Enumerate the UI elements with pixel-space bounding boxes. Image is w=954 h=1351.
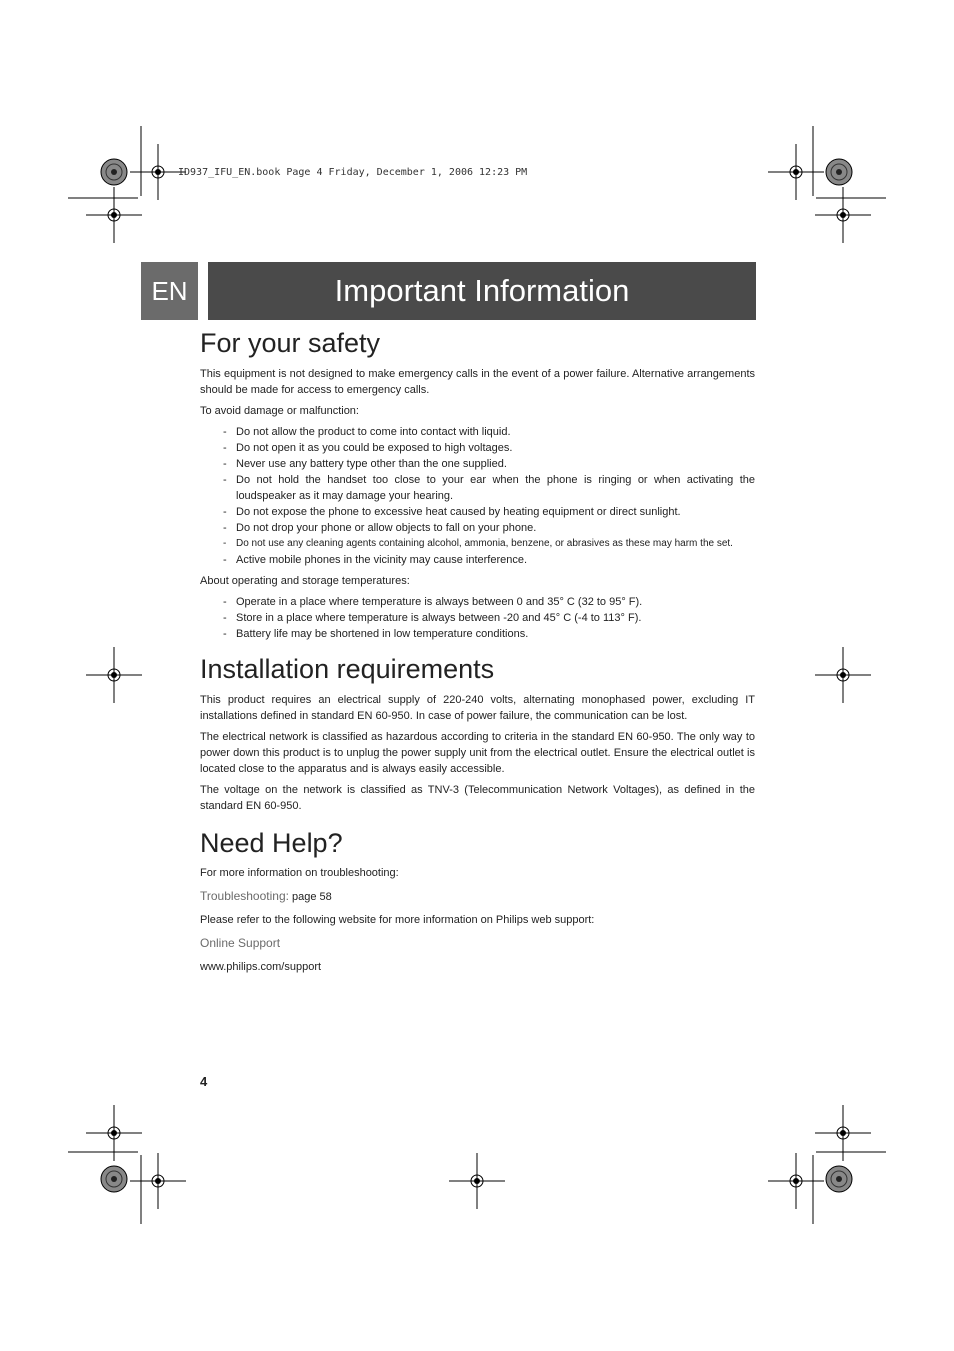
installation-heading: Installation requirements <box>200 654 495 684</box>
installation-paragraph: The electrical network is classified as hazardous according to criteria in the standard EN 60-950. The only way to power down this product is to unplug the power supply unit from the electrical outlet. Ensure the electrical outlet is located close to the apparatus and is always easily accessible. <box>200 731 755 775</box>
help-heading: Need Help? <box>200 828 343 858</box>
safety-intro: This equipment is not designed to make emergency calls in the event of a power failure. Alternative arrangements should be made for access to emergency calls. <box>200 368 755 396</box>
troubleshoot-reference <box>200 889 755 904</box>
list-item: - Do not expose the phone to excessive heat caused by heating equipment or direct sunlight. <box>200 504 755 520</box>
list-item: - Do not use any cleaning agents containing alcohol, ammonia, benzene, or abrasives as these may harm the set. <box>200 536 755 552</box>
list-item: - Do not hold the handset too close to your ear when the phone is ringing or when activating the loudspeaker as it may damage your hearing. <box>200 472 755 504</box>
temperature-intro: About operating and storage temperatures: <box>200 575 410 587</box>
language-tab: EN <box>141 262 198 320</box>
page-title: Important Information <box>208 262 756 320</box>
damage-intro: To avoid damage or malfunction: <box>200 405 359 417</box>
online-support-label[interactable]: Online Support <box>200 936 281 950</box>
print-slug: ID937_IFU_EN.book Page 4 Friday, December 1, 2006 12:23 PM <box>178 167 528 178</box>
safety-heading: For your safety <box>200 328 381 358</box>
list-item: - Do not drop your phone or allow objects to fall on your phone. <box>200 520 755 536</box>
list-item: - Operate in a place where temperature is always between 0 and 35° C (32 to 95° F). <box>200 594 755 610</box>
list-item: - Battery life may be shortened in low temperature conditions. <box>200 626 755 642</box>
temperature-list <box>200 594 755 642</box>
web-support-intro: Please refer to the following website for more information on Philips web support: <box>200 914 595 926</box>
damage-list <box>200 424 755 568</box>
list-item: - Active mobile phones in the vicinity may cause interference. <box>200 552 755 568</box>
installation-paragraph: This product requires an electrical supply of 220-240 volts, alternating monophased power, excluding IT installations defined in standard EN 60-950. In case of power failure, the communication can be lost. <box>200 694 755 722</box>
main-content <box>200 326 755 983</box>
list-item: - Do not open it as you could be exposed to high voltages. <box>200 440 755 456</box>
troubleshoot-intro: For more information on troubleshooting: <box>200 867 399 879</box>
online-support-label-line <box>200 936 755 951</box>
installation-paragraph: The voltage on the network is classified as TNV-3 (Telecommunication Network Voltages), as defined in the standard EN 60-950. <box>200 784 755 812</box>
support-url[interactable]: www.philips.com/support <box>200 961 322 973</box>
troubleshoot-page: page 58 <box>292 891 332 903</box>
list-item: - Do not allow the product to come into contact with liquid. <box>200 424 755 440</box>
list-item: - Never use any battery type other than the one supplied. <box>200 456 755 472</box>
list-item: - Store in a place where temperature is always between -20 and 45° C (-4 to 113° F). <box>200 610 755 626</box>
page-number: 4 <box>200 1074 208 1089</box>
troubleshoot-label[interactable]: Troubleshooting: <box>200 889 289 903</box>
